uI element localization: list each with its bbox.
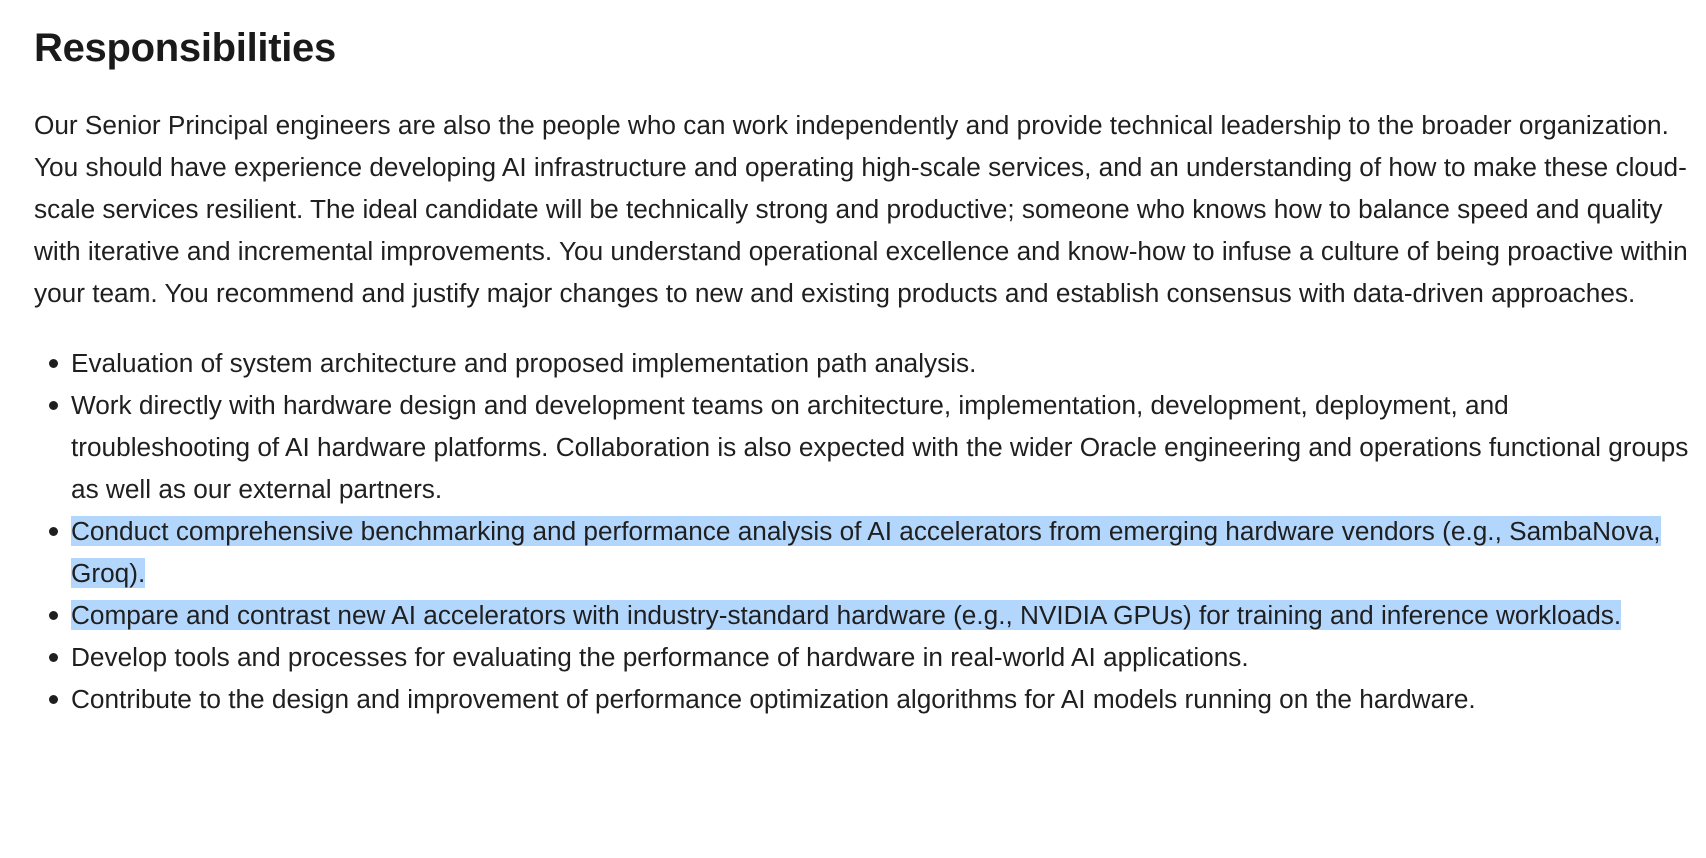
list-item[interactable]: [71, 342, 1691, 384]
selected-text: Conduct comprehensive benchmarking and performance analysis of AI accelerators from emerging hardware vendors (e.g., SambaNova, Groq).: [71, 516, 1661, 588]
list-item[interactable]: [71, 636, 1691, 678]
list-item[interactable]: [71, 510, 1691, 594]
list-item-text: Develop tools and processes for evaluating the performance of hardware in real-world AI applications.: [71, 642, 1249, 672]
list-item-text: Evaluation of system architecture and proposed implementation path analysis.: [71, 348, 977, 378]
bullet-icon: [49, 527, 58, 536]
list-item[interactable]: [71, 594, 1691, 636]
selected-text: Compare and contrast new AI accelerators with industry-standard hardware (e.g., NVIDIA GPUs) for training and inference workloads.: [71, 600, 1622, 630]
bullet-icon: [49, 401, 58, 410]
bullet-icon: [49, 695, 58, 704]
list-item-text: Work directly with hardware design and development teams on architecture, implementation, development, deployment, and troubleshooting of AI hardware platforms. Collaboration is also expected with the wider Oracle engineering and operations functional groups as well as our external partners.: [71, 390, 1689, 504]
bullet-icon: [49, 611, 58, 620]
section-title: Responsibilities: [34, 26, 336, 70]
responsibilities-list: [34, 342, 1691, 720]
bullet-icon: [49, 653, 58, 662]
list-item[interactable]: [71, 678, 1691, 720]
list-item-text: Contribute to the design and improvement of performance optimization algorithms for AI models running on the hardware.: [71, 684, 1476, 714]
bullet-icon: [49, 359, 58, 368]
list-item[interactable]: [71, 384, 1691, 510]
intro-paragraph[interactable]: Our Senior Principal engineers are also the people who can work independently and provide technical leadership to the broader organization. You should have experience developing AI infrastructure and operating high-scale services, and an understanding of how to make these cloud-scale services resilient. The ideal candidate will be technically strong and productive; someone who knows how to balance speed and quality with iterative and incremental improvements. You understand operational excellence and know-how to infuse a culture of being proactive within your team. You recommend and justify major changes to new and existing products and establish consensus with data-driven approaches.: [34, 110, 1688, 308]
